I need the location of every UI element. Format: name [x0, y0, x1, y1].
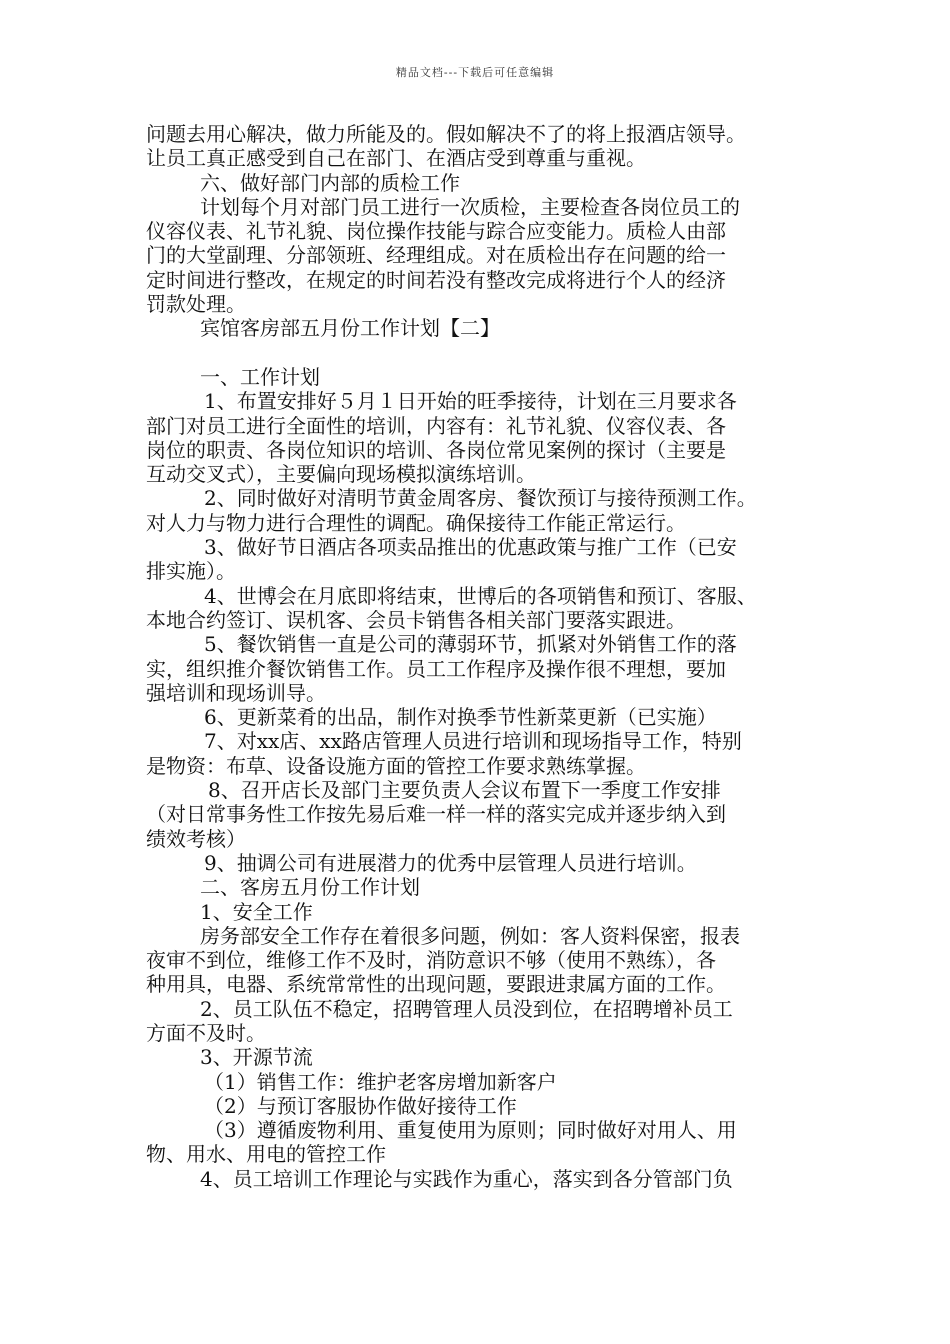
text-line: 6、更新菜肴的出品，制作对换季节性新菜更新（已实施） — [204, 705, 717, 730]
text-line: 7、对xx店、xx路店管理人员进行培训和现场指导工作，特别 — [204, 729, 742, 754]
text-line: （3）遵循废物利用、重复使用为原则；同时做好对用人、用 — [204, 1118, 737, 1143]
text-line: 种用具，电器、系统常常性的出现问题，要跟进隶属方面的工作。 — [146, 972, 726, 997]
text-line: 3、做好节日酒店各项卖品推出的优惠政策与推广工作（已安 — [204, 535, 737, 560]
text-line: 绩效考核） — [146, 826, 246, 851]
text-line: 对人力与物力进行合理性的调配。确保接待工作能正常运行。 — [146, 510, 686, 535]
text-line: 3、开源节流 — [200, 1045, 313, 1070]
text-line: 1、安全工作 — [200, 899, 313, 924]
text-line: 4、世博会在月底即将结束，世博后的各项销售和预订、客服、 — [204, 583, 757, 608]
text-line: 门的大堂副理、分部领班、经理组成。对在质检出存在问题的给一 — [146, 243, 726, 268]
text-line: 宾馆客房部五月份工作计划【二】 — [200, 316, 500, 341]
text-line: 部门对员工进行全面性的培训，内容有：礼节礼貌、仪容仪表、各 — [146, 413, 726, 438]
page-header: 精品文档---下载后可任意编辑 — [395, 66, 555, 79]
text-line: （对日常事务性工作按先易后难一样一样的落实完成并逐步纳入到 — [146, 802, 726, 827]
text-line: 强培训和现场训导。 — [146, 680, 326, 705]
text-line: 是物资：布草、设备设施方面的管控工作要求熟练掌握。 — [146, 753, 646, 778]
text-line: 问题去用心解决，做力所能及的。假如解决不了的将上报酒店领导。 — [146, 122, 746, 146]
text-line: 8、召开店长及部门主要负责人会议布置下一季度工作安排 — [208, 778, 721, 803]
text-line: 定时间进行整改，在规定的时间若没有整改完成将进行个人的经济 — [146, 267, 726, 292]
text-line: 方面不及时。 — [146, 1020, 266, 1045]
text-line: 仪容仪表、礼节礼貌、岗位操作技能与踪合应变能力。质检人由部 — [146, 219, 726, 244]
text-line: 本地合约签订、误机客、会员卡销售各相关部门要落实跟进。 — [146, 607, 686, 632]
text-line: 实，组织推介餐饮销售工作。员工工作程序及操作很不理想，要加 — [146, 656, 726, 681]
text-line: 2、同时做好对清明节黄金周客房、餐饮预订与接待预测工作。 — [204, 486, 757, 511]
text-line: 一、工作计划 — [200, 364, 320, 389]
text-line: 1、布置安排好５月１日开始的旺季接待，计划在三月要求各 — [204, 389, 737, 414]
text-line: 夜审不到位，维修工作不及时，消防意识不够（使用不熟练），各 — [146, 948, 716, 973]
document-body — [146, 122, 826, 1191]
text-line: 4、员工培训工作理论与实践作为重心，落实到各分管部门负 — [200, 1166, 733, 1191]
text-line: 互动交叉式），主要偏向现场模拟演练培训。 — [146, 462, 536, 487]
text-line: 二、客房五月份工作计划 — [200, 875, 420, 900]
text-line: 排实施）。 — [146, 559, 236, 584]
text-line: 5、餐饮销售一直是公司的薄弱环节，抓紧对外销售工作的落 — [204, 632, 737, 657]
text-line: 房务部安全工作存在着很多问题，例如：客人资料保密，报表 — [200, 923, 740, 948]
text-line — [146, 341, 826, 365]
text-line: 计划每个月对部门员工进行一次质检，主要检查各岗位员工的 — [200, 194, 740, 219]
text-line: 物、用水、用电的管控工作 — [146, 1142, 386, 1167]
text-line: 9、抽调公司有进展潜力的优秀中层管理人员进行培训。 — [204, 850, 697, 875]
text-line: （1）销售工作：维护老客房增加新客户 — [204, 1069, 557, 1094]
text-line: 六、做好部门内部的质检工作 — [200, 170, 460, 195]
text-line: （2）与预订客服协作做好接待工作 — [204, 1093, 517, 1118]
text-line: 让员工真正感受到自己在部门、在酒店受到尊重与重视。 — [146, 146, 646, 171]
text-line: 罚款处理。 — [146, 292, 246, 317]
text-line: 2、员工队伍不稳定，招聘管理人员没到位，在招聘增补员工 — [200, 996, 733, 1021]
text-line: 岗位的职责、各岗位知识的培训、各岗位常见案例的探讨（主要是 — [146, 437, 726, 462]
